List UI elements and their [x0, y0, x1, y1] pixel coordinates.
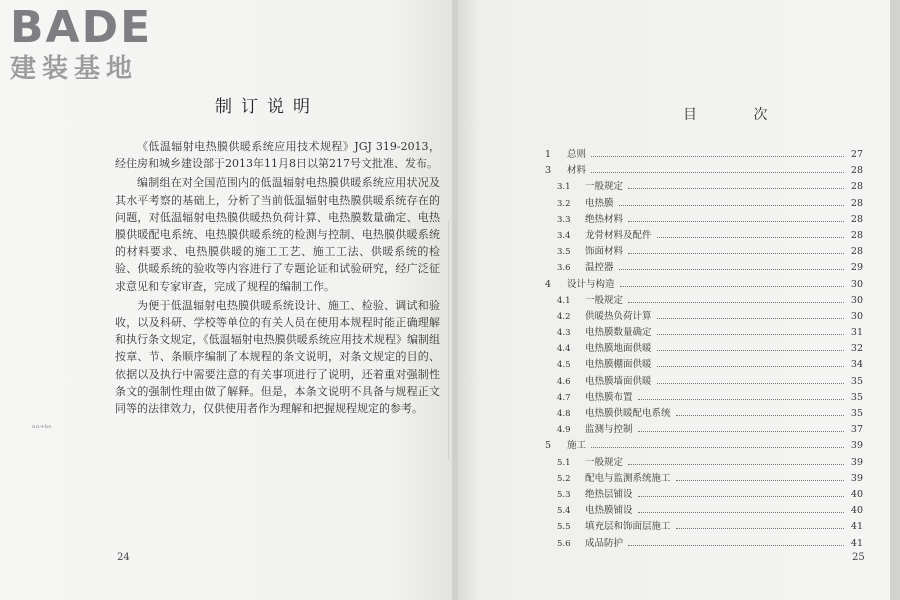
toc-entry-label: 监测与控制	[585, 424, 633, 436]
toc-leader-dots	[638, 431, 844, 432]
toc-entry-page: 29	[850, 262, 863, 274]
toc-entry[interactable]	[545, 195, 863, 211]
toc-entry[interactable]	[545, 389, 863, 405]
toc-entry-number: 4.8	[557, 409, 571, 419]
toc-entry-label: 绝热层铺设	[585, 488, 633, 500]
toc-entry-number: 4.9	[557, 425, 571, 436]
toc-entry-page: 28	[850, 181, 863, 193]
toc-entry-number: 5	[545, 440, 552, 452]
toc-leader-dots	[657, 318, 844, 319]
toc-title: 目 次	[683, 107, 794, 123]
toc-leader-dots	[638, 512, 844, 513]
toc-entry-label: 电热膜棚面供暖	[585, 359, 652, 371]
toc-entry-number: 4.2	[557, 311, 571, 322]
toc-entry-page: 28	[850, 165, 863, 177]
toc-entry-number: 5.5	[557, 522, 571, 533]
toc-entry-number: 3	[545, 165, 552, 177]
toc-entry-label: 配电与监测系统施工	[585, 472, 671, 484]
toc-entry-label: 电热膜供暖配电系统	[585, 408, 671, 419]
logo-wordmark: BADE	[10, 2, 153, 53]
toc-leader-dots	[591, 447, 844, 448]
toc-entry[interactable]	[545, 162, 863, 178]
toc-entry-label: 温控器	[585, 262, 614, 274]
toc-entry-number: 3.6	[557, 263, 571, 274]
toc-entry[interactable]	[545, 308, 863, 324]
toc-leader-dots	[676, 528, 844, 529]
toc-leader-dots	[619, 269, 844, 270]
toc-entry-label: 一般规定	[585, 294, 624, 306]
toc-entry[interactable]	[545, 454, 863, 470]
toc-entry-number: 1	[545, 149, 552, 160]
preface-paragraph: 《低温辐射电热膜供暖系统应用技术规程》JGJ 319-2013，经住房和城乡建设部于2013年11月8日以第217号文批准、发布。	[115, 140, 440, 171]
toc-leader-dots	[591, 172, 844, 173]
preface-title: 制订说明	[215, 97, 319, 117]
toc-entry-number: 5.3	[557, 489, 571, 500]
toc-entry[interactable]	[545, 405, 863, 421]
toc-entry-number: 3.3	[557, 214, 571, 225]
toc-entry[interactable]	[545, 178, 863, 194]
toc-entry-page: 28	[850, 246, 863, 258]
toc-leader-dots	[657, 366, 844, 367]
toc-entry-page: 28	[850, 229, 863, 241]
toc-entry-number: 4.4	[557, 344, 571, 355]
table-of-contents	[545, 146, 863, 551]
toc-leader-dots	[619, 205, 844, 206]
toc-entry[interactable]	[545, 421, 863, 437]
toc-leader-dots	[638, 399, 844, 400]
toc-entry-number: 4.6	[557, 376, 571, 387]
toc-entry-label: 设计与构造	[567, 278, 615, 290]
toc-leader-dots	[620, 286, 844, 287]
toc-entry-page: 37	[850, 424, 863, 436]
toc-entry-page: 34	[850, 359, 863, 371]
toc-entry-number: 4.7	[557, 392, 571, 403]
toc-leader-dots	[628, 253, 844, 254]
toc-entry-label: 电热膜数量确定	[585, 327, 652, 339]
toc-entry[interactable]	[545, 276, 863, 292]
page-edge-shadow	[448, 220, 449, 460]
book-gutter	[452, 0, 458, 600]
toc-entry-page: 35	[850, 408, 863, 419]
toc-entry-label: 总则	[567, 149, 587, 160]
page-number-right: 25	[852, 552, 865, 563]
toc-entry-label: 绝热材料	[585, 213, 624, 225]
toc-entry[interactable]	[545, 356, 863, 372]
toc-leader-dots	[657, 350, 844, 351]
toc-entry-label: 饰面材料	[585, 246, 624, 258]
toc-entry[interactable]	[545, 243, 863, 259]
toc-entry[interactable]	[545, 502, 863, 518]
toc-entry[interactable]	[545, 518, 863, 534]
toc-entry-number: 3.4	[557, 230, 571, 241]
toc-entry[interactable]	[545, 437, 863, 453]
toc-entry-page: 39	[850, 440, 863, 452]
toc-leader-dots	[657, 383, 844, 384]
toc-entry-page: 41	[850, 521, 863, 533]
toc-leader-dots	[628, 302, 844, 303]
toc-entry-number: 5.4	[557, 506, 571, 517]
toc-entry-number: 4.1	[557, 295, 571, 306]
toc-leader-dots	[628, 221, 844, 222]
toc-entry-number: 3.2	[557, 198, 571, 209]
page-number-left: 24	[117, 552, 130, 563]
toc-leader-dots	[657, 334, 844, 335]
toc-entry-page: 28	[850, 197, 863, 209]
toc-entry-label: 龙骨材料及配件	[585, 229, 652, 241]
toc-leader-dots	[628, 188, 844, 189]
preface-paragraph: 为便于低温辐射电热膜供暖系统设计、施工、检验、调试和验收，以及科研、学校等单位的有关人员在使用本规程时能正确理解和执行条文规定，《低温辐射电热膜供暖系统应用技术规程》编制组按章、节、条顺序编制了本规程的条文说明，对条文规定的目的、依据以及执行中需要注意的有关事项进行了说明，还着重对强制性条文的强制性理由做了解释。但是，本条文说明不具备与规程正文同等的法律效力，仅供使用者作为理解和把握规程规定的参考。	[115, 298, 440, 416]
toc-entry[interactable]	[545, 324, 863, 340]
toc-entry-label: 材料	[567, 165, 587, 177]
toc-entry-page: 28	[850, 213, 863, 225]
toc-leader-dots	[591, 156, 844, 157]
toc-entry-page: 39	[850, 456, 863, 468]
toc-entry[interactable]	[545, 340, 863, 356]
toc-entry-label: 一般规定	[585, 181, 624, 193]
toc-entry-page: 30	[850, 294, 863, 306]
toc-entry-page: 32	[850, 343, 863, 355]
toc-entry-number: 5.1	[557, 457, 571, 468]
toc-leader-dots	[628, 545, 844, 546]
toc-entry-label: 施工	[567, 440, 587, 452]
toc-entry-label: 电热膜布置	[585, 391, 633, 403]
toc-entry-number: 4.5	[557, 360, 571, 371]
toc-entry-page: 35	[850, 391, 863, 403]
toc-entry-label: 成品防护	[585, 537, 624, 549]
margin-mark: ⁿⁿ⁺ʰˢ	[32, 424, 52, 434]
toc-entry[interactable]	[545, 211, 863, 227]
preface-body	[115, 138, 440, 419]
toc-entry[interactable]	[545, 227, 863, 243]
toc-entry-label: 填充层和饰面层施工	[585, 521, 671, 533]
toc-entry-page: 40	[850, 505, 863, 517]
toc-leader-dots	[676, 415, 844, 416]
toc-entry-label: 一般规定	[585, 456, 624, 468]
toc-entry-number: 4.3	[557, 328, 571, 339]
toc-entry-number: 5.2	[557, 473, 571, 484]
toc-entry[interactable]	[545, 373, 863, 389]
toc-entry-number: 3.5	[557, 247, 571, 258]
toc-entry[interactable]	[545, 470, 863, 486]
toc-entry-label: 供暖热负荷计算	[585, 310, 652, 322]
toc-leader-dots	[638, 496, 844, 497]
toc-entry-number: 4	[545, 278, 552, 290]
logo	[10, 2, 180, 84]
toc-entry-page: 30	[850, 310, 863, 322]
toc-entry-label: 电热膜墙面供暖	[585, 375, 652, 387]
toc-entry[interactable]	[545, 486, 863, 502]
toc-entry-number: 3.1	[557, 182, 571, 193]
toc-leader-dots	[676, 480, 844, 481]
toc-entry-page: 30	[850, 278, 863, 290]
toc-leader-dots	[628, 464, 844, 465]
logo-subtitle: 建装基地	[10, 54, 139, 84]
toc-entry[interactable]	[545, 292, 863, 308]
toc-entry[interactable]	[545, 259, 863, 275]
preface-paragraph: 编制组在对全国范围内的低温辐射电热膜供暖系统应用状况及其水平考察的基础上，分析了当前低温辐射电热膜供暖系统存在的问题，对低温辐射电热膜供暖热负荷计算、电热膜数量确定、电热膜供暖配电系统、电热膜供暖系统的检测与控制、电热膜供暖系统的材料要求、电热膜供暖的施工工艺、施工工法、供暖系统的检验、供暖系统的验收等内容进行了专题论证和试验研究，经广泛征求意见和专家审查，完成了规程的编制工作。	[115, 176, 440, 293]
toc-entry-label: 电热膜铺设	[585, 505, 633, 517]
toc-entry-page: 41	[850, 537, 863, 549]
toc-entry[interactable]	[545, 535, 863, 551]
toc-entry[interactable]	[545, 146, 863, 162]
scan-edge	[890, 0, 900, 600]
toc-entry-page: 27	[850, 149, 863, 160]
toc-entry-page: 40	[850, 488, 863, 500]
toc-entry-page: 35	[850, 375, 863, 387]
toc-entry-label: 电热膜	[585, 197, 614, 209]
toc-entry-number: 5.6	[557, 538, 571, 549]
toc-entry-label: 电热膜地面供暖	[585, 343, 652, 355]
toc-entry-page: 39	[850, 472, 863, 484]
toc-leader-dots	[657, 237, 844, 238]
toc-entry-page: 31	[850, 327, 863, 339]
